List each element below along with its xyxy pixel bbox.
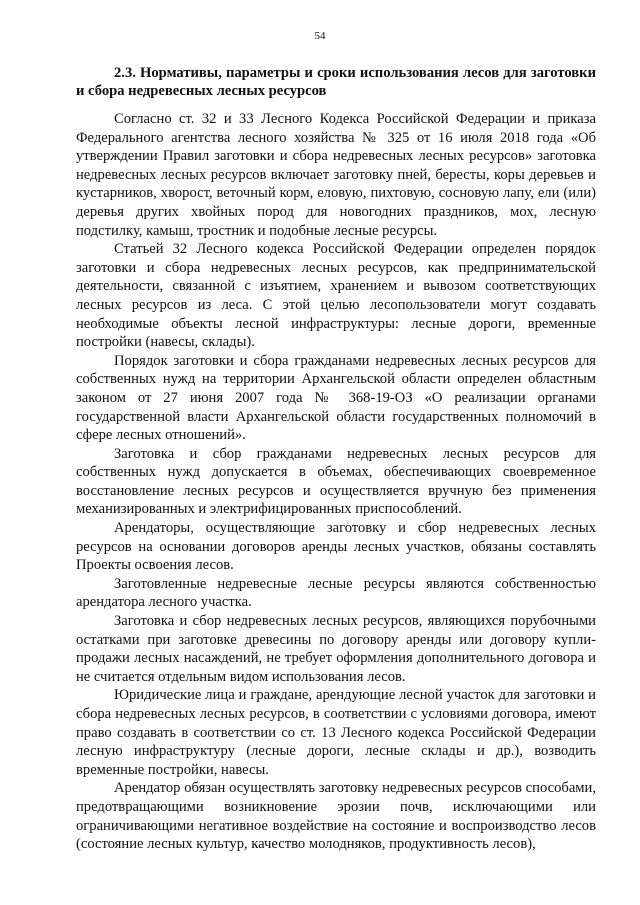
paragraph-1: Согласно ст. 32 и 33 Лесного Кодекса Российской Федерации и приказа Федерального агентства лесного хозяйства № 325 от 16 июля 2018 года «Об утверждении Правил заготовки и сбора недревесных лесных ресурсов» заготовка недревесных лесных ресурсов включает заготовку пней, бересты, коры деревьев и кустарников, хворост, веточный корм, еловую, пихтовую, сосновую лапу, ели (или) деревья других хвойных пород для новогодних праздников, мох, лесную подстилку, камыш, тростник и подобные лесные ресурсы.	[76, 111, 596, 239]
paragraph-4: Заготовка и сбор гражданами недревесных лесных ресурсов для собственных нужд допускается в объемах, обеспечивающих своевременное восстановление лесных ресурсов и осуществляется вручную без применения механизированных и электрифицированных приспособлений.	[76, 445, 596, 518]
paragraph-3: Порядок заготовки и сбора гражданами недревесных лесных ресурсов для собственных нужд на территории Архангельской области определен областным законом от 27 июня 2007 года № 368-19-ОЗ «О реализации органами государственной власти Архангельской области государственных полномочий в сфере лесных отношений».	[76, 352, 596, 444]
paragraph-9: Арендатор обязан осуществлять заготовку недревесных ресурсов способами, предотвращающими возникновение эрозии почв, исключающими или ограничивающими негативное воздействие на состояние и воспроизводство лесов (состояние лесных культур, качество молодняков, продуктивность лесов),	[76, 780, 596, 853]
paragraph-2: Статьей 32 Лесного кодекса Российской Федерации определен порядок заготовки и сбора недревесных лесных ресурсов, как предпринимательской деятельности, связанной с изъятием, хранением и вывозом соответствующих лесных ресурсов из леса. С этой целью лесопользователи могут создавать необходимые объекты лесной инфраструктуры: лесные дороги, временные постройки (навесы, склады).	[76, 241, 596, 351]
paragraph-6: Заготовленные недревесные лесные ресурсы являются собственностью арендатора лесного участка.	[76, 575, 596, 611]
section-heading: 2.3. Нормативы, параметры и сроки использования лесов для заготовки и сбора недревесных лесных ресурсов	[76, 65, 596, 99]
page-content	[76, 64, 596, 854]
paragraph-5: Арендаторы, осуществляющие заготовку и сбор недревесных лесных ресурсов на основании договоров аренды лесных участков, обязаны составлять Проекты освоения лесов.	[76, 520, 596, 574]
page-number: 54	[314, 30, 326, 42]
paragraph-7: Заготовка и сбор недревесных лесных ресурсов, являющихся порубочными остатками при заготовке древесины по договору аренды или договору купли-продажи лесных насаждений, не требует оформления дополнительного договора и не считается отдельным видом использования лесов.	[76, 613, 596, 685]
paragraph-8: Юридические лица и граждане, арендующие лесной участок для заготовки и сбора недревесных лесных ресурсов, в соответствии с условиями договора, имеют право создавать в соответствии со ст. 13 Лесного кодекса Российской Федерации лесную инфраструктуру (лесные дороги, лесные склады и др.), возводить временные постройки, навесы.	[76, 687, 596, 778]
